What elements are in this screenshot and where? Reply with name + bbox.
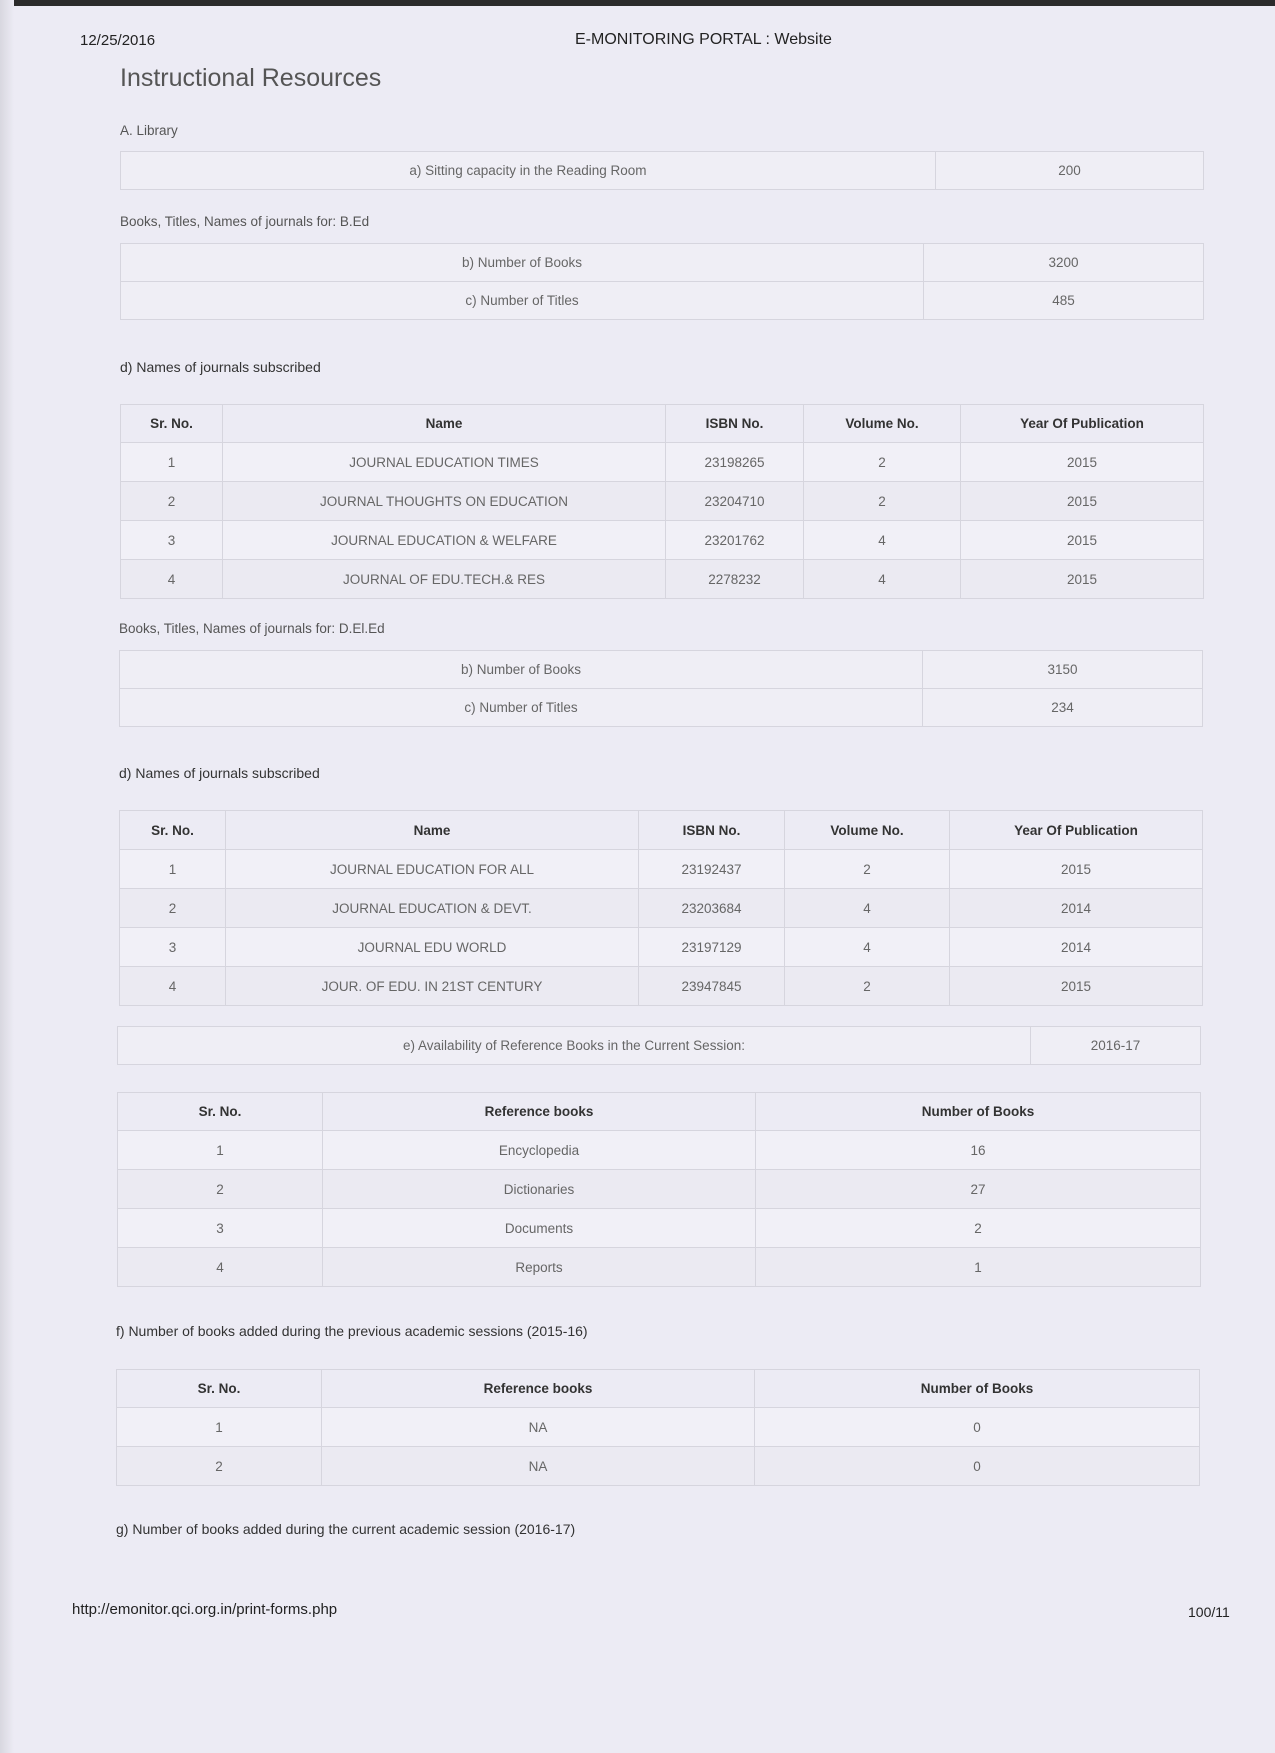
volume-cell: 2 — [785, 967, 950, 1006]
name-cell: JOURNAL EDUCATION TIMES — [223, 443, 666, 482]
isbn-cell: 23204710 — [666, 482, 804, 521]
table-row — [120, 967, 1203, 1006]
deled-journals-table — [119, 810, 1203, 1006]
bed-books-titles-table — [120, 243, 1204, 320]
year-cell: 2014 — [950, 889, 1203, 928]
col-sr-no: Sr. No. — [118, 1093, 323, 1131]
deled-books-value: 3150 — [923, 651, 1203, 689]
footer-page-number: 100/11 — [1188, 1604, 1230, 1620]
deled-books-titles-table — [119, 650, 1203, 727]
page-title: Instructional Resources — [120, 64, 382, 92]
year-cell: 2015 — [950, 850, 1203, 889]
bed-journals-table — [120, 404, 1204, 599]
book-cell: NA — [322, 1408, 755, 1447]
table-row — [120, 889, 1203, 928]
book-cell: NA — [322, 1447, 755, 1486]
col-number-of-books: Number of Books — [756, 1093, 1201, 1131]
sr-cell: 3 — [121, 521, 223, 560]
print-date: 12/25/2016 — [80, 32, 156, 49]
col-number-of-books: Number of Books — [755, 1370, 1200, 1408]
name-cell: JOUR. OF EDU. IN 21ST CENTURY — [226, 967, 639, 1006]
sr-cell: 1 — [117, 1408, 322, 1447]
sr-cell: 2 — [121, 482, 223, 521]
table-row — [117, 1447, 1200, 1486]
sitting-capacity-row — [121, 152, 1204, 190]
sr-cell: 1 — [120, 850, 226, 889]
col-volume: Volume No. — [785, 811, 950, 850]
book-cell: Encyclopedia — [323, 1131, 756, 1170]
previous-session-table — [116, 1369, 1200, 1486]
col-sr-no: Sr. No. — [117, 1370, 322, 1408]
sitting-capacity-table — [120, 151, 1204, 190]
table-row — [121, 521, 1204, 560]
previous-session-label: f) Number of books added during the previous academic sessions (2015-16) — [116, 1323, 588, 1339]
count-cell: 0 — [755, 1408, 1200, 1447]
deled-journals-label: d) Names of journals subscribed — [119, 765, 320, 781]
isbn-cell: 23192437 — [639, 850, 785, 889]
count-cell: 2 — [756, 1209, 1201, 1248]
deled-section-label: Books, Titles, Names of journals for: D.El.Ed — [119, 621, 385, 636]
year-cell: 2015 — [950, 967, 1203, 1006]
table-row — [120, 928, 1203, 967]
volume-cell: 2 — [785, 850, 950, 889]
isbn-cell: 23947845 — [639, 967, 785, 1006]
name-cell: JOURNAL THOUGHTS ON EDUCATION — [223, 482, 666, 521]
col-reference-books: Reference books — [323, 1093, 756, 1131]
bed-journals-label: d) Names of journals subscribed — [120, 359, 321, 375]
deled-books-row — [120, 651, 1203, 689]
sr-cell: 4 — [120, 967, 226, 1006]
scan-top-edge — [0, 0, 1275, 6]
book-cell: Documents — [323, 1209, 756, 1248]
count-cell: 27 — [756, 1170, 1201, 1209]
scan-left-edge — [0, 0, 14, 1753]
col-sr-no: Sr. No. — [121, 405, 223, 443]
reference-books-table — [117, 1092, 1201, 1287]
sitting-capacity-value: 200 — [936, 152, 1204, 190]
footer-url: http://emonitor.qci.org.in/print-forms.php — [72, 1601, 338, 1618]
col-isbn: ISBN No. — [666, 405, 804, 443]
table-row — [120, 850, 1203, 889]
deled-books-label: b) Number of Books — [120, 651, 923, 689]
year-cell: 2014 — [950, 928, 1203, 967]
sr-cell: 4 — [118, 1248, 323, 1287]
current-session-label: g) Number of books added during the current academic session (2016-17) — [116, 1521, 576, 1537]
col-year: Year Of Publication — [950, 811, 1203, 850]
year-cell: 2015 — [961, 482, 1204, 521]
reference-availability-table — [117, 1026, 1201, 1065]
availability-value: 2016-17 — [1031, 1027, 1201, 1065]
table-header-row — [120, 811, 1203, 850]
table-row — [121, 560, 1204, 599]
col-name: Name — [223, 405, 666, 443]
bed-books-label: b) Number of Books — [121, 244, 924, 282]
sr-cell: 3 — [120, 928, 226, 967]
availability-label: e) Availability of Reference Books in the Current Session: — [118, 1027, 1031, 1065]
table-header-row — [118, 1093, 1201, 1131]
table-row — [118, 1209, 1201, 1248]
bed-books-row — [121, 244, 1204, 282]
book-cell: Reports — [323, 1248, 756, 1287]
library-section-label: A. Library — [120, 123, 178, 138]
col-isbn: ISBN No. — [639, 811, 785, 850]
deled-titles-row — [120, 689, 1203, 727]
volume-cell: 4 — [785, 889, 950, 928]
book-cell: Dictionaries — [323, 1170, 756, 1209]
isbn-cell: 2278232 — [666, 560, 804, 599]
sr-cell: 1 — [121, 443, 223, 482]
sr-cell: 2 — [120, 889, 226, 928]
count-cell: 1 — [756, 1248, 1201, 1287]
count-cell: 16 — [756, 1131, 1201, 1170]
col-reference-books: Reference books — [322, 1370, 755, 1408]
volume-cell: 2 — [804, 443, 961, 482]
isbn-cell: 23201762 — [666, 521, 804, 560]
col-year: Year Of Publication — [961, 405, 1204, 443]
col-name: Name — [226, 811, 639, 850]
col-sr-no: Sr. No. — [120, 811, 226, 850]
isbn-cell: 23197129 — [639, 928, 785, 967]
deled-titles-value: 234 — [923, 689, 1203, 727]
portal-title: E-MONITORING PORTAL : Website — [575, 31, 832, 48]
deled-titles-label: c) Number of Titles — [120, 689, 923, 727]
volume-cell: 4 — [804, 521, 961, 560]
count-cell: 0 — [755, 1447, 1200, 1486]
name-cell: JOURNAL EDU WORLD — [226, 928, 639, 967]
table-header-row — [121, 405, 1204, 443]
bed-books-value: 3200 — [924, 244, 1204, 282]
bed-titles-label: c) Number of Titles — [121, 282, 924, 320]
sr-cell: 3 — [118, 1209, 323, 1248]
year-cell: 2015 — [961, 443, 1204, 482]
table-row — [121, 482, 1204, 521]
sitting-capacity-label: a) Sitting capacity in the Reading Room — [121, 152, 936, 190]
isbn-cell: 23198265 — [666, 443, 804, 482]
table-row — [118, 1248, 1201, 1287]
year-cell: 2015 — [961, 521, 1204, 560]
bed-titles-value: 485 — [924, 282, 1204, 320]
volume-cell: 2 — [804, 482, 961, 521]
sr-cell: 2 — [118, 1170, 323, 1209]
year-cell: 2015 — [961, 560, 1204, 599]
sr-cell: 2 — [117, 1447, 322, 1486]
col-volume: Volume No. — [804, 405, 961, 443]
name-cell: JOURNAL EDUCATION & WELFARE — [223, 521, 666, 560]
availability-row — [118, 1027, 1201, 1065]
volume-cell: 4 — [804, 560, 961, 599]
table-row — [118, 1131, 1201, 1170]
sr-cell: 1 — [118, 1131, 323, 1170]
name-cell: JOURNAL OF EDU.TECH.& RES — [223, 560, 666, 599]
table-row — [118, 1170, 1201, 1209]
volume-cell: 4 — [785, 928, 950, 967]
sr-cell: 4 — [121, 560, 223, 599]
bed-titles-row — [121, 282, 1204, 320]
isbn-cell: 23203684 — [639, 889, 785, 928]
table-row — [117, 1408, 1200, 1447]
table-row — [121, 443, 1204, 482]
name-cell: JOURNAL EDUCATION FOR ALL — [226, 850, 639, 889]
bed-section-label: Books, Titles, Names of journals for: B.Ed — [120, 214, 370, 229]
name-cell: JOURNAL EDUCATION & DEVT. — [226, 889, 639, 928]
table-header-row — [117, 1370, 1200, 1408]
